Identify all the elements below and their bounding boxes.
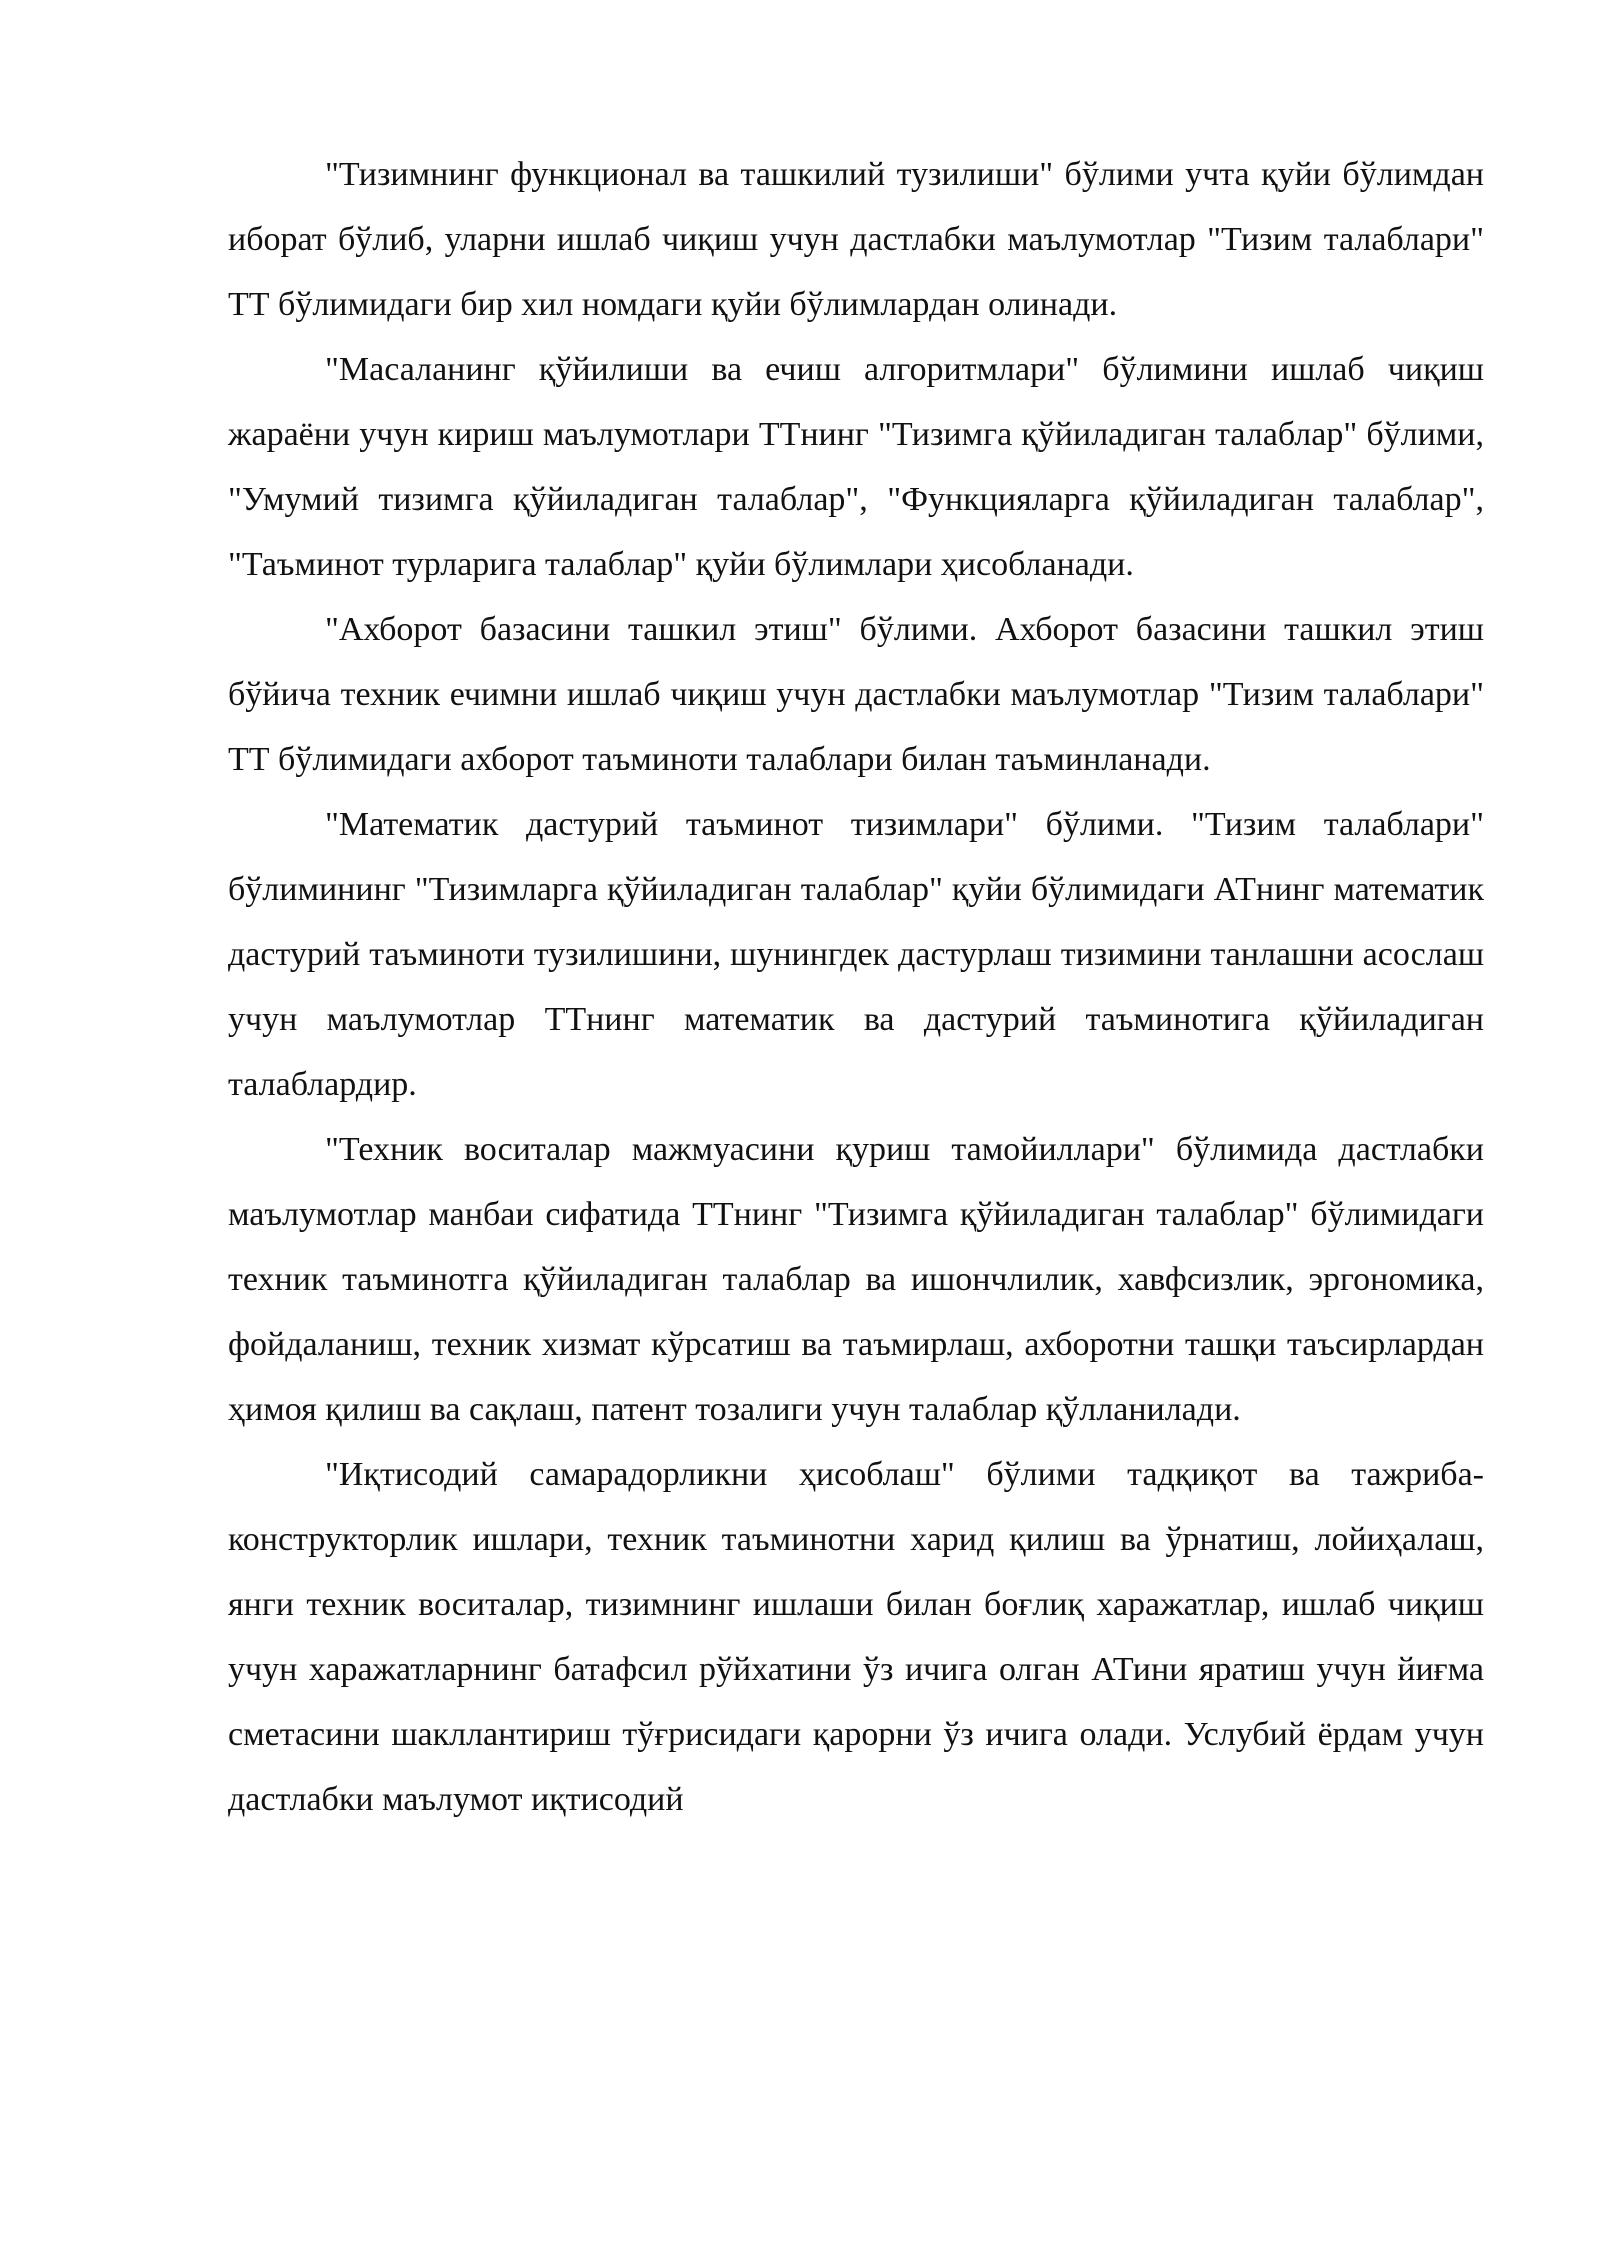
paragraph-technical-means: "Техник воситалар мажмуасини қуриш тамойиллари" бўлимида дастлабки маълумотлар манбаи сифатида ТТнинг "Тизимга қўйиладиган талаблар" бўлимидаги техник таъминотга қўйиладиган талаблар ва ишончлилик, хавфсизлик, эргономика, фойдаланиш, техник хизмат кўрсатиш ва таъмирлаш, ахборотни ташқи таъсирлардан ҳимоя қилиш ва сақлаш, патент тозалиги учун талаблар қўлланилади.	[228, 1131, 1484, 1428]
document-body	[228, 142, 1484, 1832]
paragraph-information-base: "Ахборот базасини ташкил этиш" бўлими. Ахборот базасини ташкил этиш бўйича техник ечимни ишлаб чиқиш учун дастлабки маълумотлар "Тизим талаблари" ТТ бўлимидаги ахборот таъминоти талаблари билан таъминланади.	[228, 611, 1484, 778]
paragraph-functional-structure: "Тизимнинг функционал ва ташкилий тузилиши" бўлими учта қуйи бўлимдан иборат бўлиб, уларни ишлаб чиқиш учун дастлабки маълумотлар "Тизим талаблари" ТТ бўлимидаги бир хил номдаги қуйи бўлимлардан олинади.	[228, 156, 1484, 323]
paragraph-economic-efficiency: "Иқтисодий самарадорликни ҳисоблаш" бўлими тадқиқот ва тажриба-конструкторлик ишлари, техник таъминотни харид қилиш ва ўрнатиш, лойиҳалаш, янги техник воситалар, тизимнинг ишлаши билан боғлиқ харажатлар, ишлаб чиқиш учун харажатларнинг батафсил рўйхатини ўз ичига олган АТини яратиш учун йиғма сметасини шакллантириш тўғрисидаги қарорни ўз ичига олади. Услубий ёрдам учун дастлабки маълумот иқтисодий	[228, 1456, 1484, 1818]
paragraph-math-software: "Математик дастурий таъминот тизимлари" бўлими. "Тизим талаблари" бўлимининг "Тизимларга қўйиладиган талаблар" қуйи бўлимидаги АТнинг математик дастурий таъминоти тузилишини, шунингдек дастурлаш тизимини танлашни асослаш учун маълумотлар ТТнинг математик ва дастурий таъминотига қўйиладиган талаблардир.	[228, 806, 1484, 1103]
paragraph-task-algorithms: "Масаланинг қўйилиши ва ечиш алгоритмлари" бўлимини ишлаб чиқиш жараёни учун кириш маълумотлари ТТнинг "Тизимга қўйиладиган талаблар" бўлими, "Умумий тизимга қўйиладиган талаблар", "Функцияларга қўйиладиган талаблар", "Таъминот турларига талаблар" қуйи бўлимлари ҳисобланади.	[228, 351, 1484, 583]
